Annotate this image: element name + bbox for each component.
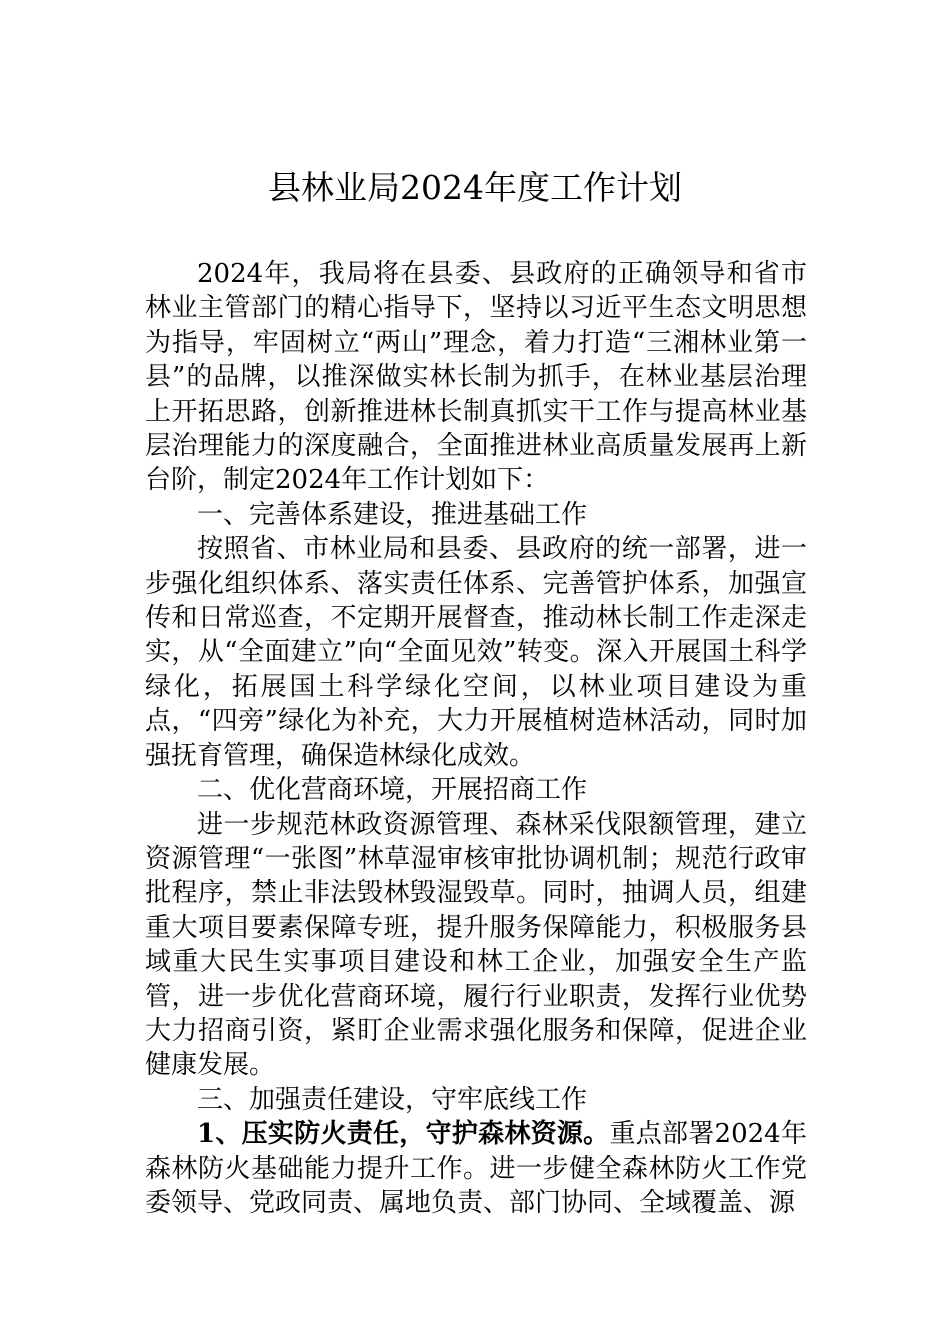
- section-heading-1: 一、完善体系建设，推进基础工作: [197, 499, 588, 530]
- section-heading-3: 三、加强责任建设，守牢底线工作: [197, 1084, 588, 1115]
- section-paragraph-3: [145, 1117, 807, 1220]
- subsection-text: 重点部署2024年森林防火基础能力提升工作。进一步健全森林防火工作党委领导、党政同责、属地负责、部门协同、全域覆盖、源: [145, 1119, 808, 1218]
- document-title: 县林业局2024年度工作计划: [268, 168, 682, 207]
- intro-paragraph: 2024年，我局将在县委、县政府的正确领导和省市林业主管部门的精心指导下，坚持以习近平生态文明思想为指导，牢固树立“两山”理念，着力打造“三湘林业第一县”的品牌，以推深做实林长制为抓手，在林业基层治理上开拓思路，创新推进林长制真抓实干工作与提高林业基层治理能力的深度融合，全面推进林业高质量发展再上新台阶，制定2024年工作计划如下：: [145, 259, 807, 496]
- section-paragraph-1: 按照省、市林业局和县委、县政府的统一部署，进一步强化组织体系、落实责任体系、完善管护体系，加强宣传和日常巡查，不定期开展督查，推动林长制工作走深走实，从“全面建立”向“全面见效”转变。深入开展国土科学绿化，拓展国土科学绿化空间，以林业项目建设为重点，“四旁”绿化为补充，大力开展植树造林活动，同时加强抚育管理，确保造林绿化成效。: [145, 534, 807, 771]
- document-body: [145, 257, 807, 1220]
- section-heading-2: 二、优化营商环境，开展招商工作: [197, 775, 588, 806]
- subsection-lead: 1、压实防火责任，守护森林资源。: [197, 1119, 610, 1150]
- section-paragraph-2: 进一步规范林政资源管理、森林采伐限额管理，建立资源管理“一张图”林草湿审核审批协调机制；规范行政审批程序，禁止非法毁林毁湿毁草。同时，抽调人员，组建重大项目要素保障专班，提升服务保障能力，积极服务县域重大民生实事项目建设和林工企业，加强安全生产监管，进一步优化营商环境，履行行业职责，发挥行业优势大力招商引资，紧盯企业需求强化服务和保障，促进企业健康发展。: [145, 809, 807, 1081]
